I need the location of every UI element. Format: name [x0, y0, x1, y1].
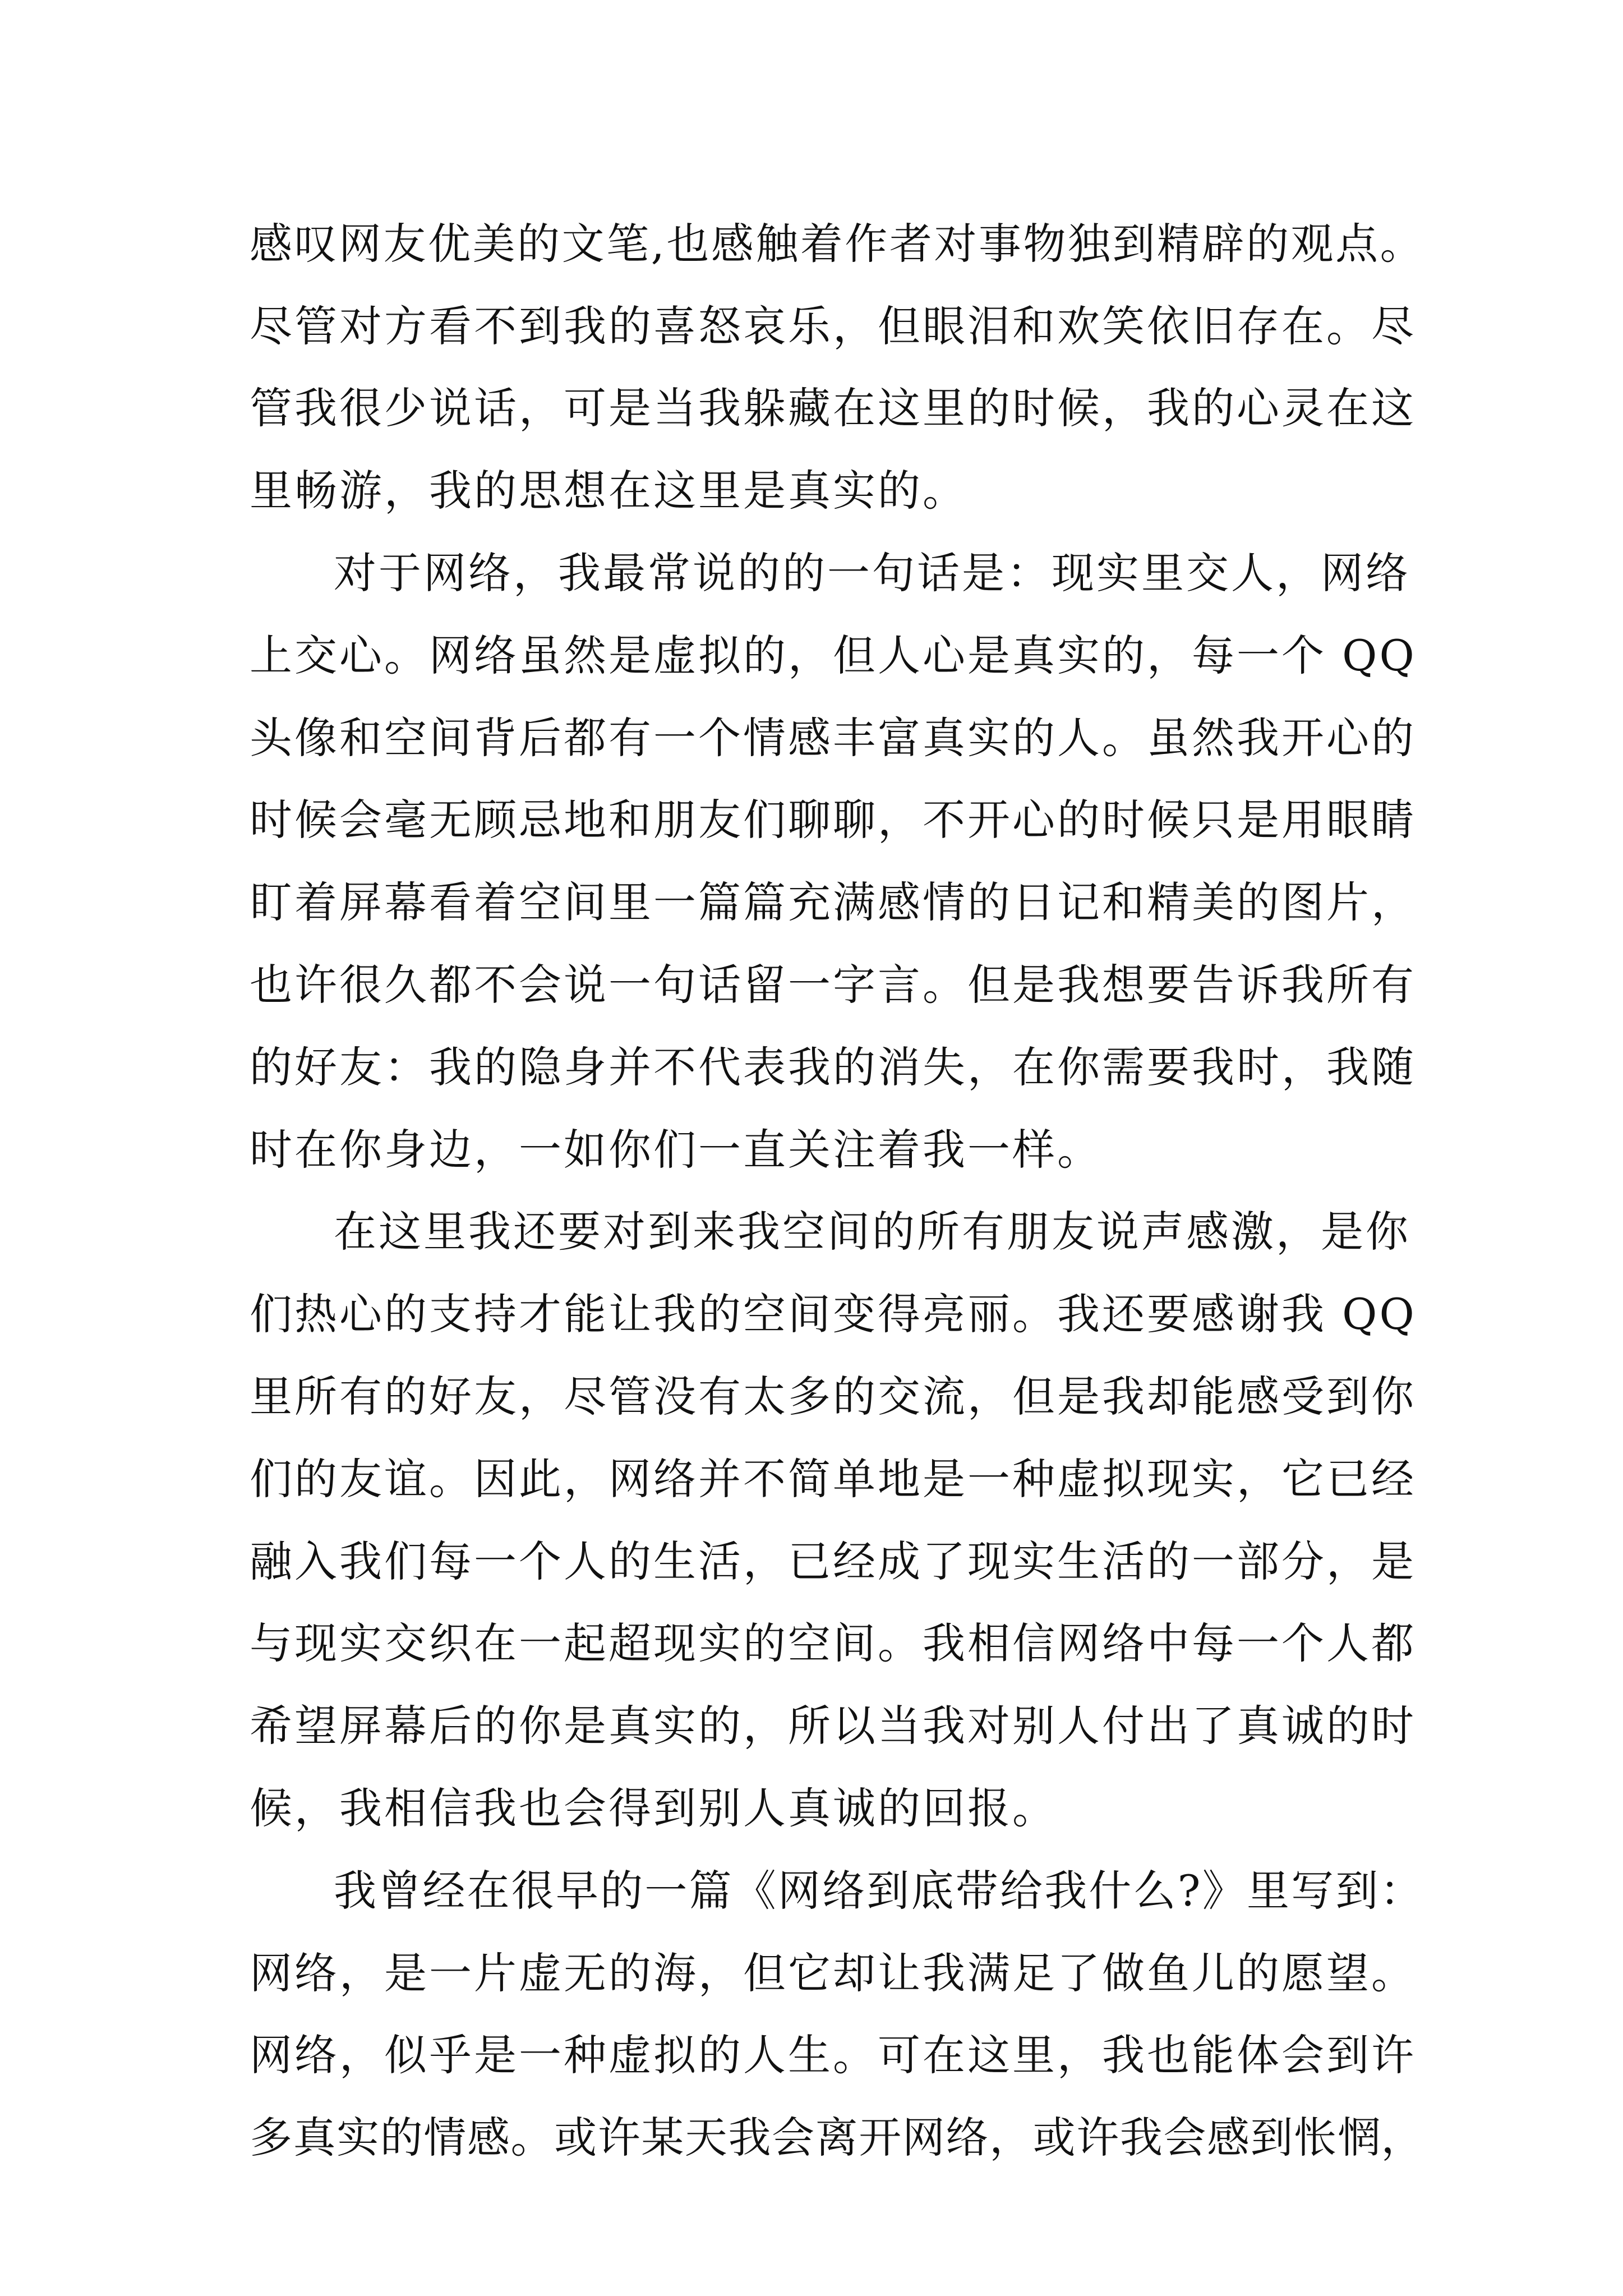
text-line: 里畅游，我的思想在这里是真实的。 — [250, 466, 967, 516]
text-line: 感叹网友优美的文笔,也感触着作者对事物独到精辟的观点。 — [250, 219, 1425, 269]
text-line: 网络，似乎是一种虚拟的人生。可在这里，我也能体会到许 — [250, 2030, 1416, 2080]
text-line: 们热心的支持才能让我的空间变得亮丽。我还要感谢我 QQ — [250, 1289, 1417, 1339]
text-line: 的好友：我的隐身并不代表我的消失，在你需要我时，我随 — [250, 1042, 1416, 1092]
paragraph-first-line: 对于网络，我最常说的的一句话是：现实里交人，网络 — [334, 548, 1410, 598]
text-line: 融入我们每一个人的生活，已经成了现实生活的一部分，是 — [250, 1536, 1416, 1586]
text-line: 里所有的好友，尽管没有太多的交流，但是我却能感受到你 — [250, 1372, 1416, 1421]
text-line: 候，我相信我也会得到别人真诚的回报。 — [250, 1783, 1057, 1833]
text-line: 管我很少说话，可是当我躲藏在这里的时候，我的心灵在这 — [250, 383, 1416, 433]
paragraph-first-line: 在这里我还要对到来我空间的所有朋友说声感激，是你 — [334, 1207, 1410, 1257]
text-line: 盯着屏幕看着空间里一篇篇充满感情的日记和精美的图片， — [250, 877, 1416, 927]
text-line: 多真实的情感。或许某天我会离开网络，或许我会感到怅惘， — [250, 2113, 1424, 2162]
text-line: 们的友谊。因此，网络并不简单地是一种虚拟现实，它已经 — [250, 1454, 1416, 1504]
text-line: 与现实交织在一起超现实的空间。我相信网络中每一个人都 — [250, 1618, 1416, 1668]
text-line: 时候会毫无顾忌地和朋友们聊聊，不开心的时候只是用眼睛 — [250, 795, 1416, 845]
text-line: 网络，是一片虚无的海，但它却让我满足了做鱼儿的愿望。 — [250, 1948, 1416, 1998]
paragraph-first-line: 我曾经在很早的一篇《网络到底带给我什么?》里写到： — [334, 1866, 1424, 1916]
text-line: 头像和空间背后都有一个情感丰富真实的人。虽然我开心的 — [250, 713, 1416, 763]
text-line: 也许很久都不会说一句话留一字言。但是我想要告诉我所有 — [250, 960, 1416, 1010]
text-line: 希望屏幕后的你是真实的，所以当我对别人付出了真诚的时 — [250, 1701, 1416, 1751]
text-line: 上交心。网络虽然是虚拟的，但人心是真实的，每一个 QQ — [250, 631, 1417, 680]
text-line: 尽管对方看不到我的喜怒哀乐，但眼泪和欢笑依旧存在。尽 — [250, 301, 1416, 351]
text-line: 时在你身边，一如你们一直关注着我一样。 — [250, 1125, 1102, 1175]
